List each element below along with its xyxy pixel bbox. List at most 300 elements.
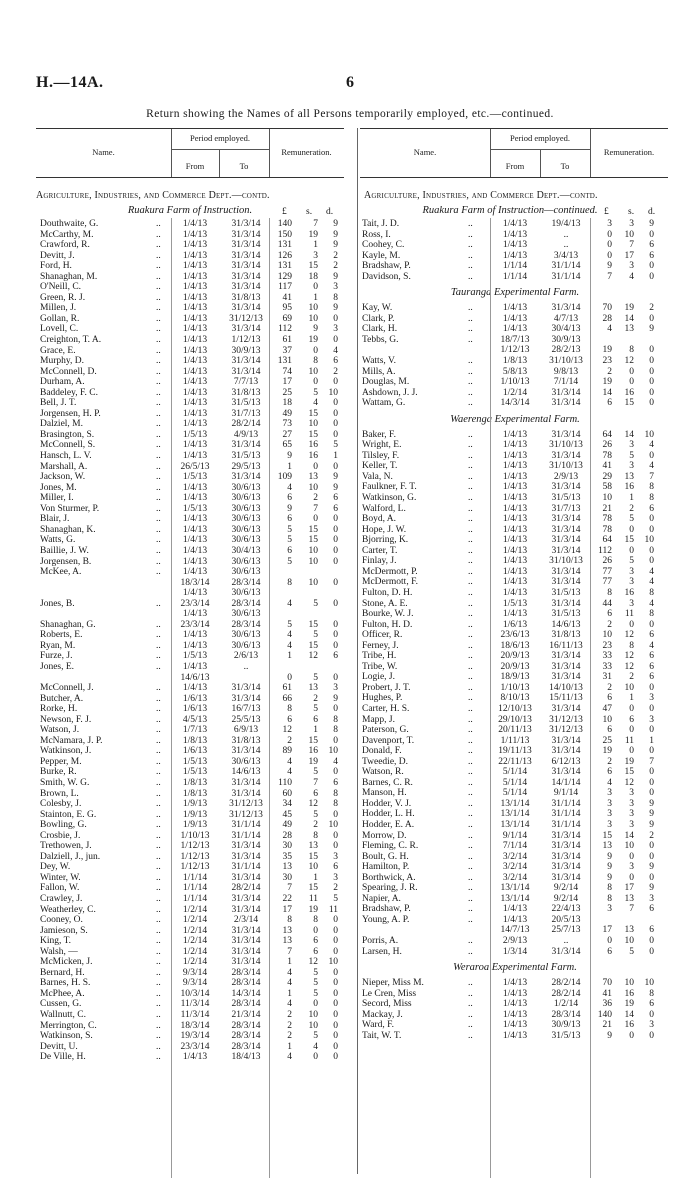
table-row: [362, 588, 668, 599]
date-from: 1/4/13: [502, 1009, 528, 1020]
table-row: [40, 873, 346, 884]
employee-name: Trethowen, J.: [40, 841, 92, 852]
date-to: 31/3/14: [231, 904, 261, 915]
amount-pounds: 89: [282, 746, 292, 757]
table-row: [362, 324, 668, 335]
amount-pence: 0: [333, 841, 338, 852]
amount-shillings: 5: [313, 1031, 318, 1042]
amount-pounds: 27: [282, 429, 292, 440]
date-to: 31/3/14: [551, 598, 581, 609]
leader-dots: ..: [468, 514, 473, 525]
date-to: 14/6/13: [551, 619, 581, 630]
leader-dots: ..: [468, 219, 473, 229]
amount-pence: 0: [333, 524, 338, 535]
date-to: 18/4/13: [231, 1052, 261, 1063]
leader-dots: ..: [468, 503, 473, 514]
table-row: [362, 704, 668, 715]
amount-shillings: 0: [313, 1052, 318, 1063]
table-row: [362, 809, 668, 820]
date-from: 1/4/13: [502, 609, 528, 620]
leader-dots: ..: [156, 862, 161, 873]
date-from: 1/4/13: [182, 377, 208, 388]
date-to: 19/4/13: [551, 219, 581, 229]
table-row: [362, 461, 668, 472]
date-to: 30/6/13: [231, 503, 261, 514]
leader-dots: ..: [468, 261, 473, 272]
date-from: 1/9/13: [182, 809, 208, 820]
employee-name: Porris, A.: [362, 936, 399, 946]
amount-shillings: 15: [308, 535, 318, 546]
date-to: 31/5/13: [551, 1030, 581, 1041]
amount-pence: 3: [649, 714, 654, 725]
leader-dots: ..: [468, 577, 473, 588]
employee-name: Tweedie, D.: [362, 756, 409, 767]
amount-pence: 0: [333, 335, 338, 346]
amount-pence: 0: [333, 999, 338, 1010]
amount-pounds: 129: [277, 271, 292, 282]
employee-name: Devitt, U.: [40, 1041, 78, 1052]
leader-dots: ..: [156, 240, 161, 251]
table-row: [362, 1031, 668, 1042]
amount-pounds: 0: [607, 229, 612, 240]
table-row: [362, 715, 668, 726]
amount-shillings: 12: [624, 661, 634, 672]
amount-shillings: 3: [629, 598, 634, 609]
date-from: 18/3/14: [180, 577, 210, 588]
employee-name: De Ville, H.: [40, 1052, 86, 1063]
leader-dots: ..: [156, 925, 161, 936]
leader-dots: ..: [468, 872, 473, 883]
leader-dots: ..: [468, 398, 473, 409]
leader-dots: ..: [156, 841, 161, 852]
amount-pounds: 131: [277, 356, 292, 367]
amount-pounds: 110: [278, 777, 292, 788]
amount-shillings: 7: [313, 219, 318, 229]
amount-pounds: 2: [607, 682, 612, 693]
amount-shillings: 14: [624, 830, 634, 841]
leader-dots: ..: [468, 746, 473, 757]
date-to: 14/6/13: [231, 767, 261, 778]
date-to: 30/4/13: [551, 324, 581, 335]
amount-pence: 6: [333, 503, 338, 514]
table-row: [40, 852, 346, 863]
date-to: 31/1/14: [231, 820, 261, 831]
table-row: [362, 240, 668, 251]
amount-pounds: 37: [282, 345, 292, 356]
leader-dots: ..: [156, 1052, 161, 1063]
date-from: 12/10/13: [498, 703, 532, 714]
amount-shillings: 3: [629, 862, 634, 873]
amount-pence: 6: [649, 651, 654, 662]
employee-name: McCarthy, M.: [40, 229, 94, 240]
date-from: 1/4/13: [502, 556, 528, 567]
amount-pounds: 49: [282, 408, 292, 419]
date-to: 7/7/13: [233, 377, 259, 388]
amount-shillings: 15: [308, 619, 318, 630]
amount-shillings: 15: [308, 851, 318, 862]
date-to: 31/3/14: [551, 672, 581, 683]
amount-shillings: 10: [308, 313, 318, 324]
table-row: [40, 314, 346, 325]
date-from: 1/4/13: [182, 588, 208, 599]
leader-dots: ..: [468, 1020, 473, 1031]
amount-shillings: 5: [313, 598, 318, 609]
date-from: 1/4/13: [182, 451, 208, 462]
amount-shillings: 2: [629, 503, 634, 514]
date-to: 30/6/13: [231, 524, 261, 535]
date-from: 20/9/13: [500, 651, 530, 662]
date-from: 1/5/13: [182, 472, 208, 483]
table-row: [362, 852, 668, 863]
date-to: 31/3/14: [231, 788, 261, 799]
leader-dots: ..: [156, 598, 161, 609]
table-row: [40, 388, 346, 399]
leader-dots: ..: [156, 830, 161, 841]
date-to: 31/3/14: [551, 746, 581, 757]
amount-pounds: 77: [602, 566, 612, 577]
employee-name: Weatherley, C.: [40, 904, 96, 915]
date-to: 30/6/13: [231, 482, 261, 493]
amount-pounds: 1: [287, 1041, 292, 1052]
date-from: 18/3/14: [180, 1020, 210, 1031]
table-row: [40, 841, 346, 852]
date-to: 31/1/14: [551, 809, 581, 820]
leader-dots: ..: [468, 883, 473, 894]
amount-shillings: 7: [313, 777, 318, 788]
employee-name: Colesby, J.: [40, 799, 82, 810]
table-row: [362, 894, 668, 905]
date-from: 13/1/14: [500, 819, 530, 830]
date-to: 31/3/14: [551, 514, 581, 525]
amount-shillings: 8: [629, 345, 634, 356]
amount-pence: 0: [333, 978, 338, 989]
leader-dots: ..: [468, 598, 473, 609]
amount-pounds: 13: [602, 841, 612, 852]
amount-shillings: 0: [313, 345, 318, 356]
leader-dots: ..: [156, 936, 161, 947]
amount-pounds: 8: [607, 893, 612, 904]
amount-shillings: 0: [629, 1030, 634, 1041]
amount-pounds: 17: [602, 925, 612, 936]
date-from: 1/6/13: [182, 704, 208, 715]
leader-dots: ..: [156, 261, 161, 272]
table-row: [40, 957, 346, 968]
amount-pence: 8: [649, 587, 654, 598]
employee-name: Cooney, O.: [40, 915, 83, 926]
col-name-label: Name.: [92, 147, 115, 157]
amount-pounds: 9: [607, 862, 612, 873]
amount-shillings: 0: [629, 619, 634, 630]
table-row: [362, 451, 668, 462]
table-row: [40, 915, 346, 926]
date-to: 28/3/14: [231, 598, 261, 609]
leader-dots: ..: [468, 893, 473, 904]
amount-shillings: 13: [624, 925, 634, 936]
date-from: 1/4/13: [182, 567, 208, 578]
employee-name: Boult, G. H.: [362, 851, 409, 862]
amount-pounds: 5: [287, 535, 292, 546]
leader-dots: ..: [156, 967, 161, 978]
amount-shillings: 0: [313, 514, 318, 525]
amount-pence: 0: [333, 735, 338, 746]
date-from: 1/8/13: [182, 777, 208, 788]
leader-dots: ..: [468, 387, 473, 398]
employee-name: Brown, L.: [40, 788, 79, 799]
date-to: 31/12/13: [549, 714, 583, 725]
leader-dots: ..: [156, 250, 161, 261]
amount-pounds: 95: [282, 303, 292, 314]
leader-dots: ..: [156, 714, 161, 725]
amount-pounds: 70: [602, 978, 612, 989]
amount-pounds: 112: [598, 545, 612, 556]
amount-pence: 4: [649, 566, 654, 577]
date-to: 28/3/14: [231, 967, 261, 978]
amount-shillings: 0: [629, 377, 634, 388]
date-from: 1/4/13: [182, 545, 208, 556]
table-row: [362, 862, 668, 873]
employee-name: Ross, I.: [362, 229, 391, 240]
amount-pounds: 2: [287, 735, 292, 746]
amount-pence: 9: [649, 219, 654, 229]
date-to: 31/3/14: [231, 746, 261, 757]
amount-pence: 0: [333, 514, 338, 525]
leader-dots: ..: [468, 1030, 473, 1041]
leader-dots: ..: [156, 419, 161, 430]
employee-name: Keller, T.: [362, 461, 398, 472]
date-from: 1/4/13: [182, 1052, 208, 1063]
table-row: [362, 662, 668, 673]
left-table-body: [40, 219, 346, 1063]
leader-dots: ..: [468, 334, 473, 345]
amount-pence: 6: [333, 651, 338, 662]
amount-pence: 0: [649, 851, 654, 862]
date-to: 31/8/13: [231, 387, 261, 398]
amount-pounds: 3: [607, 798, 612, 809]
amount-pounds: 2: [607, 756, 612, 767]
date-to: 31/3/14: [231, 219, 261, 229]
amount-pence: 0: [649, 229, 654, 240]
date-from: 3/2/14: [502, 862, 528, 873]
amount-pence: 10: [328, 957, 338, 968]
date-from: 1/4/13: [182, 556, 208, 567]
date-from: 1/4/13: [182, 292, 208, 303]
date-from: 1/4/13: [182, 250, 208, 261]
table-row: [362, 472, 668, 483]
amount-pence: 6: [649, 630, 654, 641]
date-to: 9/8/13: [553, 366, 579, 377]
date-to: 31/3/14: [551, 872, 581, 883]
amount-shillings: 8: [313, 915, 318, 926]
leader-dots: ..: [156, 440, 161, 451]
amount-pounds: 13: [282, 925, 292, 936]
amount-pounds: 7: [287, 946, 292, 957]
table-row: [40, 767, 346, 778]
leader-dots: ..: [156, 1041, 161, 1052]
amount-pounds: 12: [282, 725, 292, 736]
col-from-label: From: [185, 161, 205, 171]
date-to: 30/6/13: [231, 630, 261, 641]
amount-pounds: 3: [607, 904, 612, 915]
leader-dots: ..: [468, 482, 473, 493]
amount-shillings: 6: [313, 714, 318, 725]
amount-pounds: 8: [607, 587, 612, 598]
leader-dots: ..: [156, 851, 161, 862]
date-from: 23/6/13: [500, 630, 530, 641]
amount-shillings: 6: [313, 946, 318, 957]
employee-name: Ashdown, J. J.: [362, 387, 418, 398]
date-to: 31/3/14: [231, 472, 261, 483]
leader-dots: ..: [156, 451, 161, 462]
amount-pounds: 5: [287, 619, 292, 630]
leader-dots: ..: [468, 999, 473, 1010]
date-to: 31/3/14: [231, 946, 261, 957]
table-row: [362, 989, 668, 1000]
subsection-heading-right: Ruakura Farm of Instruction—continued.: [422, 205, 598, 216]
table-row: [362, 377, 668, 388]
date-from: 1/4/13: [182, 609, 208, 620]
employee-name: Baddeley, F. C.: [40, 387, 98, 398]
amount-pounds: 19: [602, 377, 612, 388]
date-to: 2/9/13: [553, 471, 579, 482]
amount-pounds: 2: [287, 1031, 292, 1042]
amount-shillings: 1: [629, 493, 634, 504]
table-row: [40, 789, 346, 800]
date-from: 1/5/13: [182, 429, 208, 440]
table-row: [40, 272, 346, 283]
leader-dots: ..: [156, 777, 161, 788]
table-row: [362, 219, 668, 230]
amount-shillings: 3: [629, 440, 634, 451]
leader-dots: ..: [156, 693, 161, 704]
employee-name: Crawley, J.: [40, 894, 83, 904]
employee-name: Jorgensen, B.: [40, 556, 92, 567]
employee-name: Von Sturmer, P.: [40, 503, 100, 514]
amount-pence: 0: [649, 841, 654, 852]
date-to: 28/2/14: [551, 988, 581, 999]
amount-pounds: 66: [282, 693, 292, 704]
date-to: 31/3/14: [231, 777, 261, 788]
leader-dots: ..: [468, 809, 473, 820]
amount-pence: 0: [649, 545, 654, 556]
date-to: 31/3/14: [551, 429, 581, 440]
date-to: 31/8/13: [231, 292, 261, 303]
date-from: 1/4/13: [502, 250, 528, 261]
amount-pounds: 19: [602, 345, 612, 356]
date-to: 1/2/14: [553, 999, 579, 1010]
date-to: 31/3/14: [231, 957, 261, 968]
rule-left-from: [171, 218, 172, 1178]
table-row: [362, 525, 668, 536]
date-to: 31/12/13: [229, 313, 263, 324]
date-from: 1/5/13: [182, 756, 208, 767]
amount-pence: 0: [333, 535, 338, 546]
employee-name: Fleming, C. R.: [362, 841, 419, 852]
employee-name: Watkinson, S.: [40, 1031, 93, 1042]
table-row: [362, 303, 668, 314]
date-from: 1/4/13: [502, 1030, 528, 1041]
amount-pence: 0: [333, 967, 338, 978]
amount-shillings: 13: [308, 841, 318, 852]
amount-pounds: 5: [287, 556, 292, 567]
employee-name: Watson, J.: [40, 725, 80, 736]
date-to: 31/3/14: [231, 925, 261, 936]
employee-name: Paterson, G.: [362, 725, 409, 736]
col-remuneration-label: Remuneration.: [281, 147, 332, 157]
employee-name: Ward, F.: [362, 1020, 394, 1031]
table-row: [362, 609, 668, 620]
employee-name: Fallon, W.: [40, 883, 80, 894]
leader-dots: ..: [156, 1010, 161, 1021]
amount-pence: 0: [649, 788, 654, 799]
date-to: 28/2/14: [551, 978, 581, 989]
table-row: [40, 578, 346, 589]
employee-name: Ferney, J.: [362, 640, 399, 651]
employee-name: Kay, W.: [362, 303, 393, 314]
amount-shillings: 10: [308, 545, 318, 556]
amount-pounds: 10: [602, 630, 612, 641]
leader-dots: ..: [468, 450, 473, 461]
date-to: 31/3/14: [231, 693, 261, 704]
amount-shillings: 5: [313, 672, 318, 683]
date-from: 26/5/13: [180, 461, 210, 472]
date-to: 28/2/13: [551, 345, 581, 356]
amount-pounds: 1: [287, 461, 292, 472]
date-from: 1/5/13: [182, 503, 208, 514]
employee-name: Kayle, M.: [362, 250, 401, 261]
amount-shillings: 10: [624, 229, 634, 240]
amount-shillings: 0: [629, 851, 634, 862]
date-from: 1/4/13: [502, 450, 528, 461]
amount-pence: 0: [333, 767, 338, 778]
page-title: Return showing the Names of all Persons temporarily employed, etc.—continued.: [146, 108, 554, 120]
employee-name: Napier, A.: [362, 893, 401, 904]
amount-shillings: 1: [313, 292, 318, 303]
date-to: 30/6/13: [231, 588, 261, 599]
date-from: 1/2/14: [502, 387, 528, 398]
date-from: 13/1/14: [500, 798, 530, 809]
employee-name: Durham, A.: [40, 377, 85, 388]
amount-shillings: 10: [308, 366, 318, 377]
date-to: 30/9/13: [231, 345, 261, 356]
leader-dots: ..: [156, 482, 161, 493]
table-row: [40, 430, 346, 441]
date-from: 20/9/13: [500, 661, 530, 672]
date-to: 28/2/14: [231, 419, 261, 430]
amount-shillings: 11: [624, 735, 634, 746]
amount-pence: 6: [649, 240, 654, 251]
amount-pence: 0: [333, 1031, 338, 1042]
amount-shillings: 19: [624, 999, 634, 1010]
amount-pounds: 17: [282, 377, 292, 388]
amount-pence: 0: [333, 704, 338, 715]
table-row: [362, 925, 668, 936]
amount-shillings: 5: [629, 946, 634, 957]
amount-pence: 8: [649, 609, 654, 620]
amount-pence: 0: [333, 640, 338, 651]
amount-shillings: 8: [313, 356, 318, 367]
date-to: 30/4/13: [231, 545, 261, 556]
amount-pence: 0: [649, 1030, 654, 1041]
amount-shillings: 19: [308, 229, 318, 240]
amount-pounds: 140: [277, 219, 292, 229]
table-row: [40, 251, 346, 262]
amount-pounds: 58: [602, 482, 612, 493]
amount-pounds: 2: [287, 1010, 292, 1021]
amount-shillings: 6: [629, 714, 634, 725]
amount-pence: 6: [649, 672, 654, 683]
leader-dots: ..: [156, 429, 161, 440]
date-to: 31/3/14: [231, 894, 261, 904]
